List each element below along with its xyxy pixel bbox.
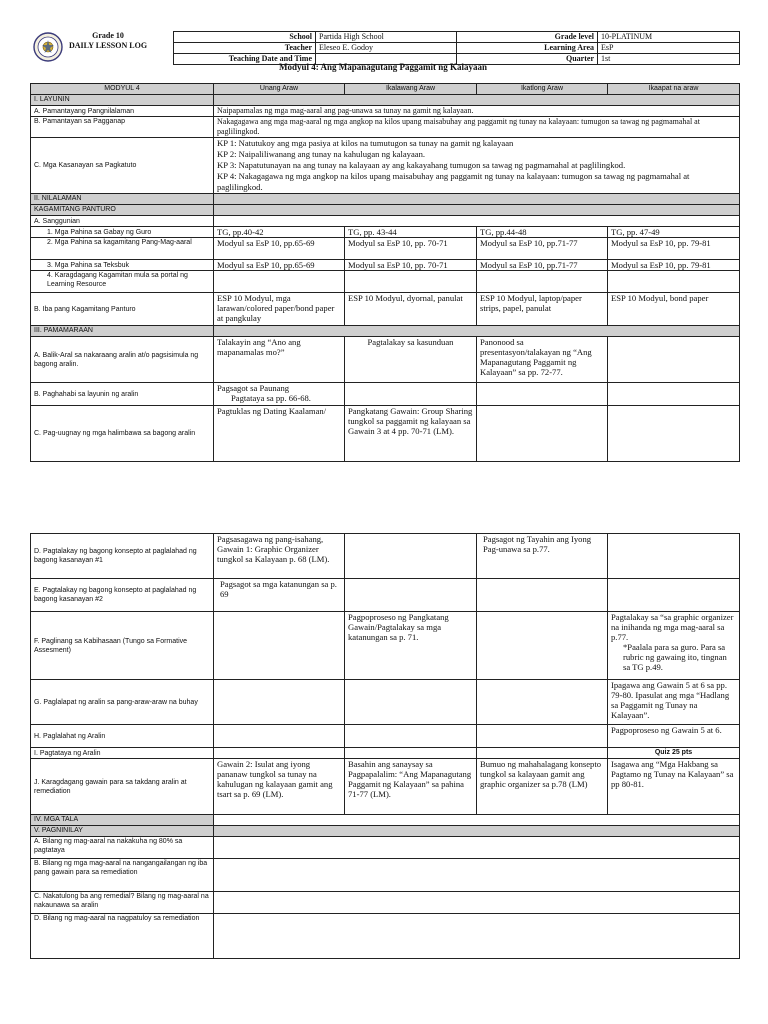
takdang-aralin-day2: Basahin ang sanaysay sa Pagpapalalim: “Ang Mapanagutang Paggamit ng Kalayaan” sa pahina 71-77 (LM).	[345, 759, 477, 815]
quarter-label: Quarter	[457, 54, 598, 65]
tb-day4: Modyul sa EsP 10, pp. 79-81	[608, 260, 740, 271]
kp2: KP 2: Naipaliliwanang ang tunay na kahulugan ng kalayaan.	[217, 149, 426, 159]
label-pagtataya: I. Pagtataya ng Aralin	[31, 748, 214, 759]
log-title: DAILY LESSON LOG	[68, 41, 148, 50]
balik-aral-day2: Pagtalakay sa kasunduan	[345, 337, 477, 383]
label-pag-uugnay: C. Pag-uugnay ng mga halimbawa sa bagong aralin	[31, 406, 214, 462]
pag-uugnay-day1: Pagtuklas ng Dating Kaalaman/	[214, 406, 345, 462]
label-bilang-80: A. Bilang ng mag-aaral na nakakuha ng 80% sa pagtataya	[31, 837, 214, 859]
text-kasanayan	[214, 138, 740, 194]
label-balik-aral: A. Balik-Aral sa nakaraang aralin at/o pagsisimula ng bagong aralin.	[31, 337, 214, 383]
label-kasanayan: C. Mga Kasanayan sa Pagkatuto	[31, 138, 214, 194]
pagtalakay-1-day3: Pagsagot ng Tayahin ang Iyong Pag-unawa sa p.77.	[477, 534, 608, 579]
paghahabi-line2: Pagtataya sa pp. 66-68.	[231, 393, 311, 403]
tg-day2: TG, pp. 43-44	[345, 227, 477, 238]
label-paglalapat: G. Paglalapat ng aralin sa pang-araw-araw na buhay	[31, 680, 214, 725]
section-kagamitan: KAGAMITANG PANTURO	[31, 205, 214, 216]
kabihasaan-day4	[608, 612, 740, 680]
pag-uugnay-day2: Pangkatang Gawain: Group Sharing tungkol sa paggamit ng kalayaan sa Gawain 3 at 4 pp. 70-71 (LM).	[345, 406, 477, 462]
label-paghahabi: B. Paghahabi sa layunin ng aralin	[31, 383, 214, 406]
school-label: School	[174, 32, 316, 43]
paglalahat-day4: Pagpoproseso ng Gawain 5 at 6.	[608, 725, 740, 748]
date-label: Teaching Date and Time	[174, 54, 316, 65]
lm-day1: Modyul sa EsP 10, pp.65-69	[214, 238, 345, 260]
col-header-day1: Unang Araw	[214, 84, 345, 95]
tb-day3: Modyul sa EsP 10, pp.71-77	[477, 260, 608, 271]
lesson-table-1	[30, 83, 740, 462]
materials-day4: ESP 10 Modyul, bond paper	[608, 293, 740, 326]
lm-day2: Modyul sa EsP 10, pp. 70-71	[345, 238, 477, 260]
section-layunin: I. LAYUNIN	[31, 95, 214, 106]
grade-level-value: 10-PLATINUM	[598, 32, 740, 43]
label-pagganap: B. Pamantayan sa Pagganap	[31, 117, 214, 138]
pagtalakay-2-day1: Pagsagot sa mga katanungan sa p. 69	[214, 579, 345, 612]
col-header-day3: Ikatlong Araw	[477, 84, 608, 95]
quarter-value: 1st	[598, 54, 740, 65]
paghahabi-day1	[214, 383, 345, 406]
lm-day4: Modyul sa EsP 10, pp. 79-81	[608, 238, 740, 260]
balik-aral-day1: Talakayin ang “Ano ang mapanamalas mo?”	[214, 337, 345, 383]
kabihasaan-day4-main: Pagtalakay sa “sa graphic organizer na inihanda ng mga mag-aaral sa p.77.	[611, 612, 734, 642]
section-nilalaman: II. NILALAMAN	[31, 194, 214, 205]
label-pangnilalaman: A. Pamantayang Pangnilalaman	[31, 106, 214, 117]
paghahabi-line1: Pagsagot sa Paunang	[217, 383, 290, 393]
lesson-table-2	[30, 533, 740, 959]
module-title: Modyul 4: Ang Mapanagutang Paggamit ng Kalayaan	[278, 62, 488, 72]
teacher-label: Teacher	[174, 43, 316, 54]
header-table	[173, 31, 740, 65]
col-header-day4: Ikaapat na araw	[608, 84, 740, 95]
takdang-aralin-day1: Gawain 2: Isulat ang iyong pananaw tungkol sa tunay na kahulugan ng kalayaan gamit ang tsart sa p. 69 (LM).	[214, 759, 345, 815]
label-sanggunian: A. Sanggunian	[31, 216, 214, 227]
col-header-day2: Ikalawang Araw	[345, 84, 477, 95]
label-kabihasaan: F. Paglinang sa Kabihasaan (Tungo sa Formative Assesment)	[31, 612, 214, 680]
tg-day3: TG, pp.44-48	[477, 227, 608, 238]
section-pamamaraan: III. PAMAMARAAN	[31, 326, 214, 337]
takdang-aralin-day4: Isagawa ang “Mga Hakbang sa Pagtamo ng Tunay na Kalayaan” sa pp 80-81.	[608, 759, 740, 815]
section-pagninilay: V. PAGNINILAY	[31, 826, 214, 837]
kabihasaan-day4-note: *Paalala para sa guro. Para sa rubric ng gawaing ito, tingnan sa TG p.49.	[623, 642, 727, 672]
tb-day1: Modyul sa EsP 10, pp.65-69	[214, 260, 345, 271]
label-karagdagang-gawain: J. Karagdagang gawain para sa takdang aralin at remediation	[31, 759, 214, 815]
text-pagganap: Nakagagawa ang mga mag-aaral ng mga angkop na kilos upang maisabuhay ang paggamit ng tunay na kalayaan: tumugon sa tawag ng pagmamahal at paglilingkod.	[214, 117, 740, 138]
balik-aral-day3: Panonood sa presentasyon/talakayan ng “Ang Mapanagutang Paggamit ng Kalayaan” sa pp. 72-77.	[477, 337, 608, 383]
grade-title: Grade 10	[92, 31, 124, 40]
label-pagtalakay-1: D. Pagtalakay ng bagong konsepto at paglalahad ng bagong kasanayan #1	[31, 534, 214, 579]
grade-level-label: Grade level	[457, 32, 598, 43]
materials-day1: ESP 10 Modyul, mga larawan/colored paper/bond paper at pangkulay	[214, 293, 345, 326]
pagtalakay-1-day1: Pagsasagawa ng pang-isahang, Gawain 1: Graphic Organizer tungkol sa Kalayaan p. 68 (LM).	[214, 534, 345, 579]
kp3: KP 3: Napatutunayan na ang tunay na kalayaan ay ang kakayahang tumugon sa tawag ng pagmamahal at paglilingkod.	[217, 160, 626, 170]
label-paglalahat: H. Paglalahat ng Aralin	[31, 725, 214, 748]
deped-seal	[33, 32, 63, 62]
materials-day3: ESP 10 Modyul, laptop/paper strips, papel, panulat	[477, 293, 608, 326]
label-remediation-need: B. Bilang ng mga mag-aaral na nangangailangan ng iba pang gawain para sa remediation	[31, 859, 214, 892]
label-teksbuk: 3. Mga Pahina sa Teksbuk	[31, 260, 214, 271]
col-header-modyul: MODYUL 4	[31, 84, 214, 95]
kp4: KP 4: Nakagagawa ng mga angkop na kilos upang maisabuhay ang paggamit ng tunay na kalayaan: tumugon sa tawag ng pagmamahal at paglilingkod.	[217, 171, 690, 192]
learning-area-label: Learning Area	[457, 43, 598, 54]
teacher-value: Eleseo E. Godoy	[316, 43, 457, 54]
learning-area-value: EsP	[598, 43, 740, 54]
label-iba-pang-kagamitan: B. Iba pang Kagamitang Panturo	[31, 293, 214, 326]
label-pang-mag-aaral: 2. Mga Pahina sa kagamitang Pang-Mag-aaral	[31, 238, 214, 260]
paglalapat-day4: Ipagawa ang Gawain 5 at 6 sa pp. 79-80. Ipasulat ang mga “Hadlang sa Paggamit ng Tunay na Kalayaan”.	[608, 680, 740, 725]
label-nagpatuloy-remediation: D. Bilang ng mag-aaral na nagpatuloy sa remediation	[31, 914, 214, 959]
label-remedial-nakatulong: C. Nakatulong ba ang remedial? Bilang ng mag-aaral na nakaunawa sa aralin	[31, 892, 214, 914]
tg-day4: TG, pp. 47-49	[608, 227, 740, 238]
materials-day2: ESP 10 Modyul, dyornal, panulat	[345, 293, 477, 326]
school-value: Partida High School	[316, 32, 457, 43]
section-mga-tala: IV. MGA TALA	[31, 815, 214, 826]
takdang-aralin-day3: Bumuo ng mahahalagang konsepto tungkol sa kalayaan gamit ang graphic organizer sa p.78 (LM)	[477, 759, 608, 815]
tb-day2: Modyul sa EsP 10, pp. 70-71	[345, 260, 477, 271]
kp1: KP 1: Natutukoy ang mga pasiya at kilos na tumutugon sa tunay na gamit ng kalayaan	[217, 138, 514, 148]
label-pagtalakay-2: E. Pagtalakay ng bagong konsepto at paglalahad ng bagong kasanayan #2	[31, 579, 214, 612]
pagtataya-day4: Quiz 25 pts	[608, 748, 740, 759]
kabihasaan-day2: Pagpoproseso ng Pangkatang Gawain/Pagtalakay sa mga katanungan sa p. 71.	[345, 612, 477, 680]
label-gabay-guro: 1. Mga Pahina sa Gabay ng Guro	[31, 227, 214, 238]
lm-day3: Modyul sa EsP 10, pp.71-77	[477, 238, 608, 260]
tg-day1: TG, pp.40-42	[214, 227, 345, 238]
label-lr-portal: 4. Karagdagang Kagamitan mula sa portal ng Learning Resource	[31, 271, 214, 293]
text-pangnilalaman: Naipapamalas ng mga mag-aaral ang pag-unawa sa tunay na gamit ng kalayaan.	[214, 106, 740, 117]
